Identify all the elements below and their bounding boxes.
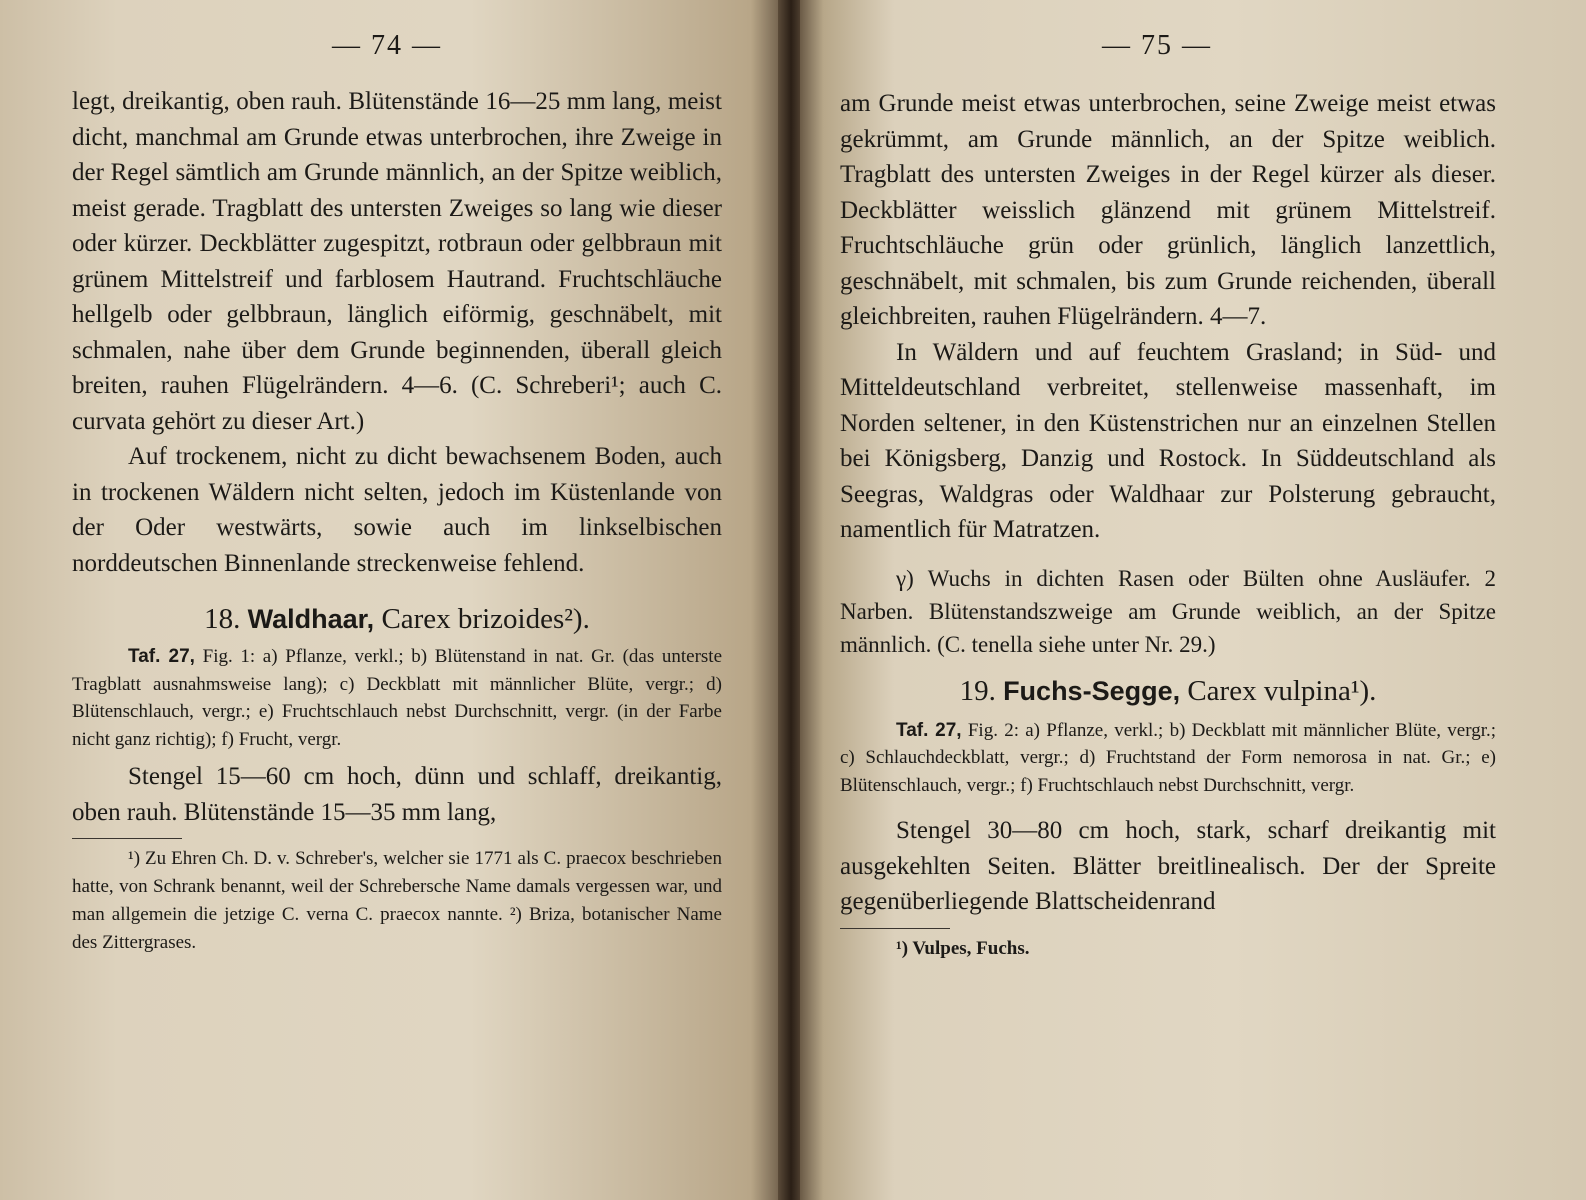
species-number: 18. <box>204 603 241 635</box>
plate-caption <box>72 643 722 753</box>
footnote: ¹) Zu Ehren Ch. D. v. Schreber's, welcher sie 1771 als C. praecox beschrieben hatte, von Schrank benannt, weil der Schrebersche Name damals vergessen war, und man allgemein die jetzige C. verna C. praecox nannte. ²) Briza, botanischer Name des Zittergrases. <box>72 848 722 953</box>
subgroup-description: γ) Wuchs in dichten Rasen oder Bülten ohne Ausläufer. 2 Narben. Blütenstandszweige am Grunde weiblich, an der Spitze männlich. (C. tenella siehe unter Nr. 29.) <box>840 565 1496 657</box>
footnote-divider <box>840 928 950 929</box>
left-page-body <box>72 84 722 957</box>
paragraph: am Grunde meist etwas unterbrochen, seine Zweige meist etwas gekrümmt, am Grunde männlich, an der Spitze weiblich. Tragblatt des untersten Zweiges in der Regel kürzer als dieser. Deckblätter weisslich glänzend mit grünem Mittelstreif. Fruchtschläuche grün oder grünlich, länglich lanzettlich, geschnäbelt, mit schmalen, bis zum Grunde reichenden, überall gleichbreiten, rauhen Flügelrändern. 4—7. <box>840 90 1496 330</box>
paragraph: In Wäldern und auf feuchtem Grasland; in Süd- und Mitteldeutschland verbreitet, stellenweise massenhaft, im Norden seltener, in den Küstenstrichen nur an einzelnen Stellen bei Königsberg, Danzig und Rostock. In Süddeutschland als Seegras, Waldgras oder Waldhaar zur Polsterung gebraucht, namentlich für Matratzen. <box>840 338 1496 543</box>
plate-label: Taf. 27, <box>128 646 195 667</box>
plate-text: Fig. 2: a) Pflanze, verkl.; b) Deckblatt mit männlicher Blüte, vergr.; c) Schlauchdeckblatt, vergr.; d) Fruchtstand der Form nemorosa in nat. Gr.; e) Blütenschlauch, vergr.; f) Fruchtschlauch nebst Durchschnitt, vergr. <box>840 719 1497 796</box>
page-number: — 75 — <box>1102 30 1212 61</box>
species-latin-name: Carex brizoides²). <box>381 603 590 635</box>
paragraph: legt, dreikantig, oben rauh. Blütenstände 16—25 mm lang, meist dicht, manchmal am Grunde etwas unterbrochen, ihre Zweige in der Regel sämtlich am Grunde männlich, an der Spitze weiblich, meist gerade. Tragblatt des untersten Zweiges so lang wie dieser oder kürzer. Deckblätter zugespitzt, rotbraun oder gelbbraun mit grünem Mittelstreif und farblosem Hautrand. Fruchtschläuche hellgelb oder gelbbraun, länglich eiförmig, geschnäbelt, mit schmalen, nahe über dem Grunde beginnenden, überall gleich breiten, rauhen Flügelrändern. 4—6. (C. Schreberi¹; auch C. curvata gehört zu dieser Art.) <box>72 88 722 435</box>
species-common-name: Waldhaar, <box>247 604 375 634</box>
species-latin-name: Carex vulpina¹). <box>1187 674 1377 707</box>
left-page <box>0 0 782 1200</box>
footnote: ¹) Vulpes, Fuchs. <box>896 937 1030 959</box>
right-page-body <box>840 86 1496 963</box>
paragraph: Stengel 15—60 cm hoch, dünn und schlaff, dreikantig, oben rauh. Blütenstände 15—35 mm lang, <box>72 763 722 826</box>
paragraph: Auf trockenem, nicht zu dicht bewachsenem Boden, auch in trockenen Wäldern nicht selten, jedoch im Küstenlande von der Oder westwärts, sowie auch im linkselbischen norddeutschen Binnenlande streckenweise fehlend. <box>72 443 722 577</box>
plate-label: Taf. 27, <box>896 719 962 741</box>
plate-text: Fig. 1: a) Pflanze, verkl.; b) Blütenstand in nat. Gr. (das unterste Tragblatt ausnahmsweise lang); c) Deckblatt mit männlicher Blüte, vergr.; d) Blütenschlauch, vergr.; e) Fruchtschlauch nebst Durchschnitt, vergr. (in der Farbe nicht ganz richtig); f) Frucht, vergr. <box>72 646 723 750</box>
paragraph: Stengel 30—80 cm hoch, stark, scharf dreikantig mit ausgekehlten Seiten. Blätter breitlinealisch. Der der Spreite gegenüberliegende Blattscheidenrand <box>840 817 1496 915</box>
species-heading <box>72 599 722 639</box>
right-page <box>800 0 1586 1200</box>
page-number: — 74 — <box>332 30 442 61</box>
plate-caption <box>840 717 1496 800</box>
species-heading <box>840 671 1496 711</box>
footnote-divider <box>72 838 182 839</box>
species-common-name: Fuchs-Segge, <box>1003 675 1181 706</box>
species-number: 19. <box>959 674 996 707</box>
